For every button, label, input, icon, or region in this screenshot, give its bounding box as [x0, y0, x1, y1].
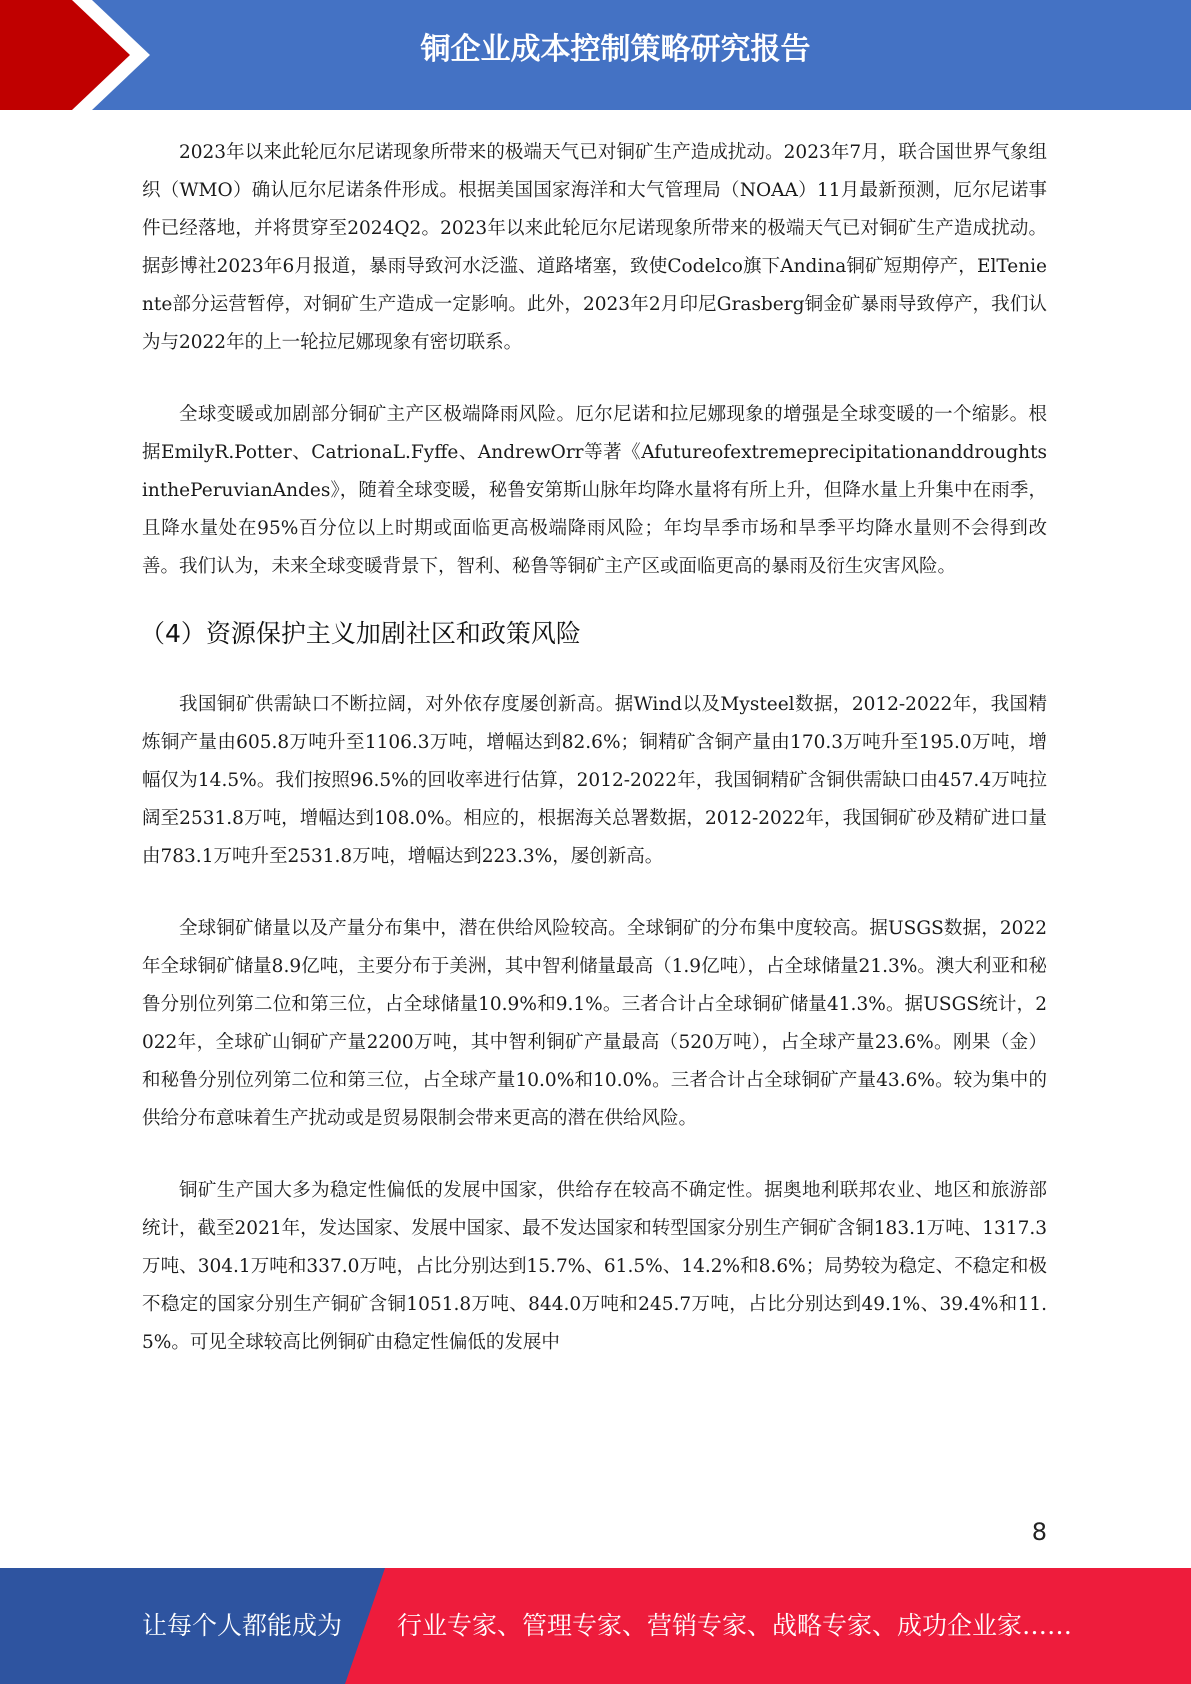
page-number: 8 [1031, 1518, 1047, 1546]
report-body [142, 134, 1047, 1396]
footer-slogan-left: 让每个人都能成为 [142, 1611, 343, 1640]
paragraph-reserve-distribution: 全球铜矿储量以及产量分布集中，潜在供给风险较高。全球铜矿的分布集中度较高。据USGS数据，2022年全球铜矿储量8.9亿吨，主要分布于美洲，其中智利储量最高（1.9亿吨），占全球储量21.3%。澳大利亚和秘鲁分别位列第二位和第三位，占全球储量10.9%和9.1%。三者合计占全球铜矿储量41.3%。据USGS统计，2022年，全球矿山铜矿产量2200万吨，其中智利铜矿产量最高（520万吨），占全球产量23.6%。刚果（金）和秘鲁分别位列第二位和第三位，占全球产量10.0%和10.0%。三者合计占全球铜矿产量43.6%。较为集中的供给分布意味着生产扰动或是贸易限制会带来更高的潜在供给风险。 [142, 918, 1047, 1129]
paragraph-producer-stability: 铜矿生产国大多为稳定性偏低的发展中国家，供给存在较高不确定性。据奥地利联邦农业、地区和旅游部统计，截至2021年，发达国家、发展中国家、最不发达国家和转型国家分别生产铜矿含铜183.1万吨、1317.3万吨、304.1万吨和337.0万吨，占比分别达到15.7%、61.5%、14.2%和8.6%；局势较为稳定、不稳定和极不稳定的国家分别生产铜矿含铜1051.8万吨、844.0万吨和245.7万吨，占比分别达到49.1%、39.4%和11.5%。可见全球较高比例铜矿由稳定性偏低的发展中 [142, 1180, 1047, 1353]
footer-slogan-right: 行业专家、管理专家、营销专家、战略专家、成功企业家…… [397, 1611, 1073, 1640]
header-title: 铜企业成本控制策略研究报告 [420, 32, 811, 67]
page-footer [0, 1568, 1191, 1684]
paragraph-supply-gap: 我国铜矿供需缺口不断拉阔，对外依存度屡创新高。据Wind以及Mysteel数据，2012-2022年，我国精炼铜产量由605.8万吨升至1106.3万吨，增幅达到82.6%；铜精矿含铜产量由170.3万吨升至195.0万吨，增幅仅为14.5%。我们按照96.5%的回收率进行估算，2012-2022年，我国铜精矿含铜供需缺口由457.4万吨拉阔至2531.8万吨，增幅达到108.0%。相应的，根据海关总署数据，2012-2022年，我国铜矿砂及精矿进口量由783.1万吨升至2531.8万吨，增幅达到223.3%，屡创新高。 [142, 694, 1047, 867]
section-heading: （4）资源保护主义加剧社区和政策风险 [140, 619, 581, 648]
paragraph-el-nino: 2023年以来此轮厄尔尼诺现象所带来的极端天气已对铜矿生产造成扰动。2023年7月，联合国世界气象组织（WMO）确认厄尔尼诺条件形成。根据美国国家海洋和大气管理局（NOAA）11月最新预测，厄尔尼诺事件已经落地，并将贯穿至2024Q2。2023年以来此轮厄尔尼诺现象所带来的极端天气已对铜矿生产造成扰动。据彭博社2023年6月报道，暴雨导致河水泛滥、道路堵塞，致使Codelco旗下Andina铜矿短期停产，ElTeniente部分运营暂停，对铜矿生产造成一定影响。此外，2023年2月印尼Grasberg铜金矿暴雨导致停产，我们认为与2022年的上一轮拉尼娜现象有密切联系。 [142, 142, 1047, 353]
page-header [0, 0, 1191, 110]
paragraph-global-warming: 全球变暖或加剧部分铜矿主产区极端降雨风险。厄尔尼诺和拉尼娜现象的增强是全球变暖的一个缩影。根据EmilyR.Potter、CatrionaL.Fyffe、AndrewOrr等著《AfutureofextremeprecipitationanddroughtsinthePeruvianAndes》，随着全球变暖，秘鲁安第斯山脉年均降水量将有所上升，但降水量上升集中在雨季，且降水量处在95%百分位以上时期或面临更高极端降雨风险；年均旱季市场和旱季平均降水量则不会得到改善。我们认为，未来全球变暖背景下，智利、秘鲁等铜矿主产区或面临更高的暴雨及衍生灾害风险。 [142, 404, 1047, 577]
